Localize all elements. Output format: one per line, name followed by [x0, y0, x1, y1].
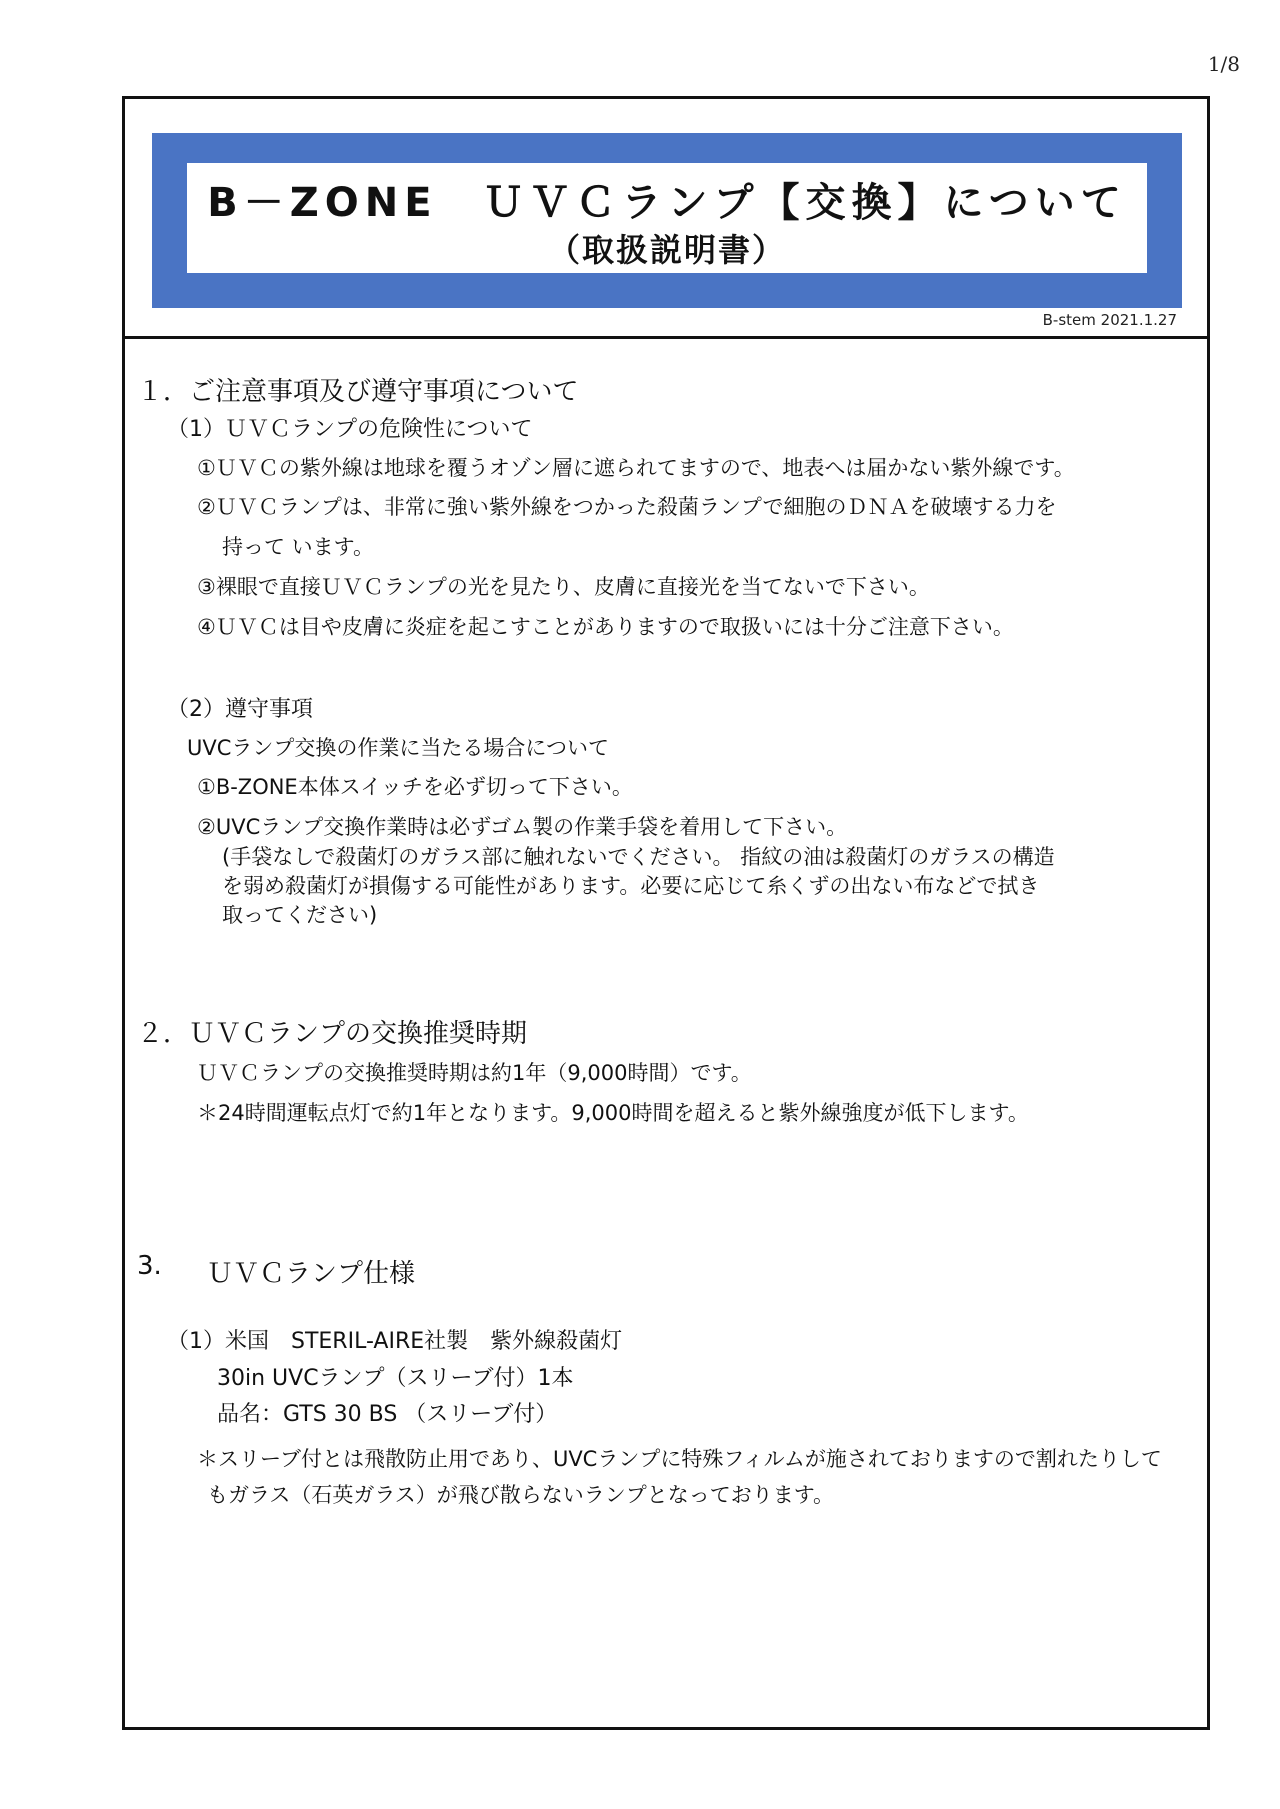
list-item: ③裸眼で直接ＵＶＣランプの光を見たり、皮膚に直接光を当てないで下さい。 — [197, 575, 930, 599]
note-line: を弱め殺菌灯が損傷する可能性があります。必要に応じて糸くずの出ない布などで拭き — [222, 874, 1040, 898]
section-3-heading: ＵＶＣランプ仕様 — [207, 1259, 416, 1289]
spec-line: 30in UVCランプ（スリーブ付）1本 — [217, 1366, 574, 1391]
note-line: (手袋なしで殺菌灯のガラス部に触れないでください。 指紋の油は殺菌灯のガラスの構造 — [222, 845, 1055, 869]
spec-line: 品名：GTS 30 BS （スリーブ付） — [217, 1402, 558, 1427]
title-banner — [152, 133, 1182, 308]
document-header — [125, 99, 1207, 339]
note-line: 取ってください) — [222, 903, 378, 927]
section-1-2-intro: UVCランプ交換の作業に当たる場合について — [187, 736, 609, 760]
section-1-2-heading: （2）遵守事項 — [167, 697, 313, 722]
list-item: ①ＵＶＣの紫外線は地球を覆うオゾン層に遮られてますので、地表へは届かない紫外線です。 — [197, 456, 1075, 480]
section-2-heading: ２．ＵＶＣランプの交換推奨時期 — [137, 1019, 528, 1049]
list-item-continuation: 持って います。 — [222, 535, 374, 559]
document-subtitle: （取扱説明書） — [547, 231, 786, 269]
page-number: 1/8 — [1207, 52, 1240, 76]
list-item: ④ＵＶＣは目や皮膚に炎症を起こすことがありますので取扱いには十分ご注意下さい。 — [197, 615, 1014, 639]
title-box — [187, 163, 1147, 273]
section-3-1-heading: （1）米国 STERIL-AIRE社製 紫外線殺菌灯 — [167, 1329, 623, 1354]
list-item: ①B-ZONE本体スイッチを必ず切って下さい。 — [197, 775, 633, 799]
section-1-1-heading: （1）ＵＶＣランプの危険性について — [167, 417, 533, 442]
list-item: ②ＵＶＣランプは、非常に強い紫外線をつかった殺菌ランプで細胞のＤＮＡを破壊する力を — [197, 495, 1057, 519]
list-item: ②UVCランプ交換作業時は必ずゴム製の作業手袋を着用して下さい。 — [197, 815, 848, 839]
document-title: B－ZONE ＵＶＣランプ【交換】について — [207, 180, 1127, 226]
section-2-note: ＊24時間運転点灯で約1年となります。9,000時間を超えると紫外線強度が低下します。 — [197, 1101, 1029, 1125]
section-3-note: もガラス（石英ガラス）が飛び散らないランプとなっております。 — [207, 1483, 835, 1507]
section-3-number: 3. — [137, 1251, 162, 1281]
revision-label: B-stem 2021.1.27 — [1042, 311, 1177, 329]
section-3-note: ＊スリーブ付とは飛散防止用であり、UVCランプに特殊フィルムが施されておりますので割れたりして — [197, 1447, 1162, 1471]
document-frame — [122, 96, 1210, 1730]
section-2-line: ＵＶＣランプの交換推奨時期は約1年（9,000時間）です。 — [197, 1061, 752, 1085]
section-1-heading: １．ご注意事項及び遵守事項について — [137, 377, 579, 407]
